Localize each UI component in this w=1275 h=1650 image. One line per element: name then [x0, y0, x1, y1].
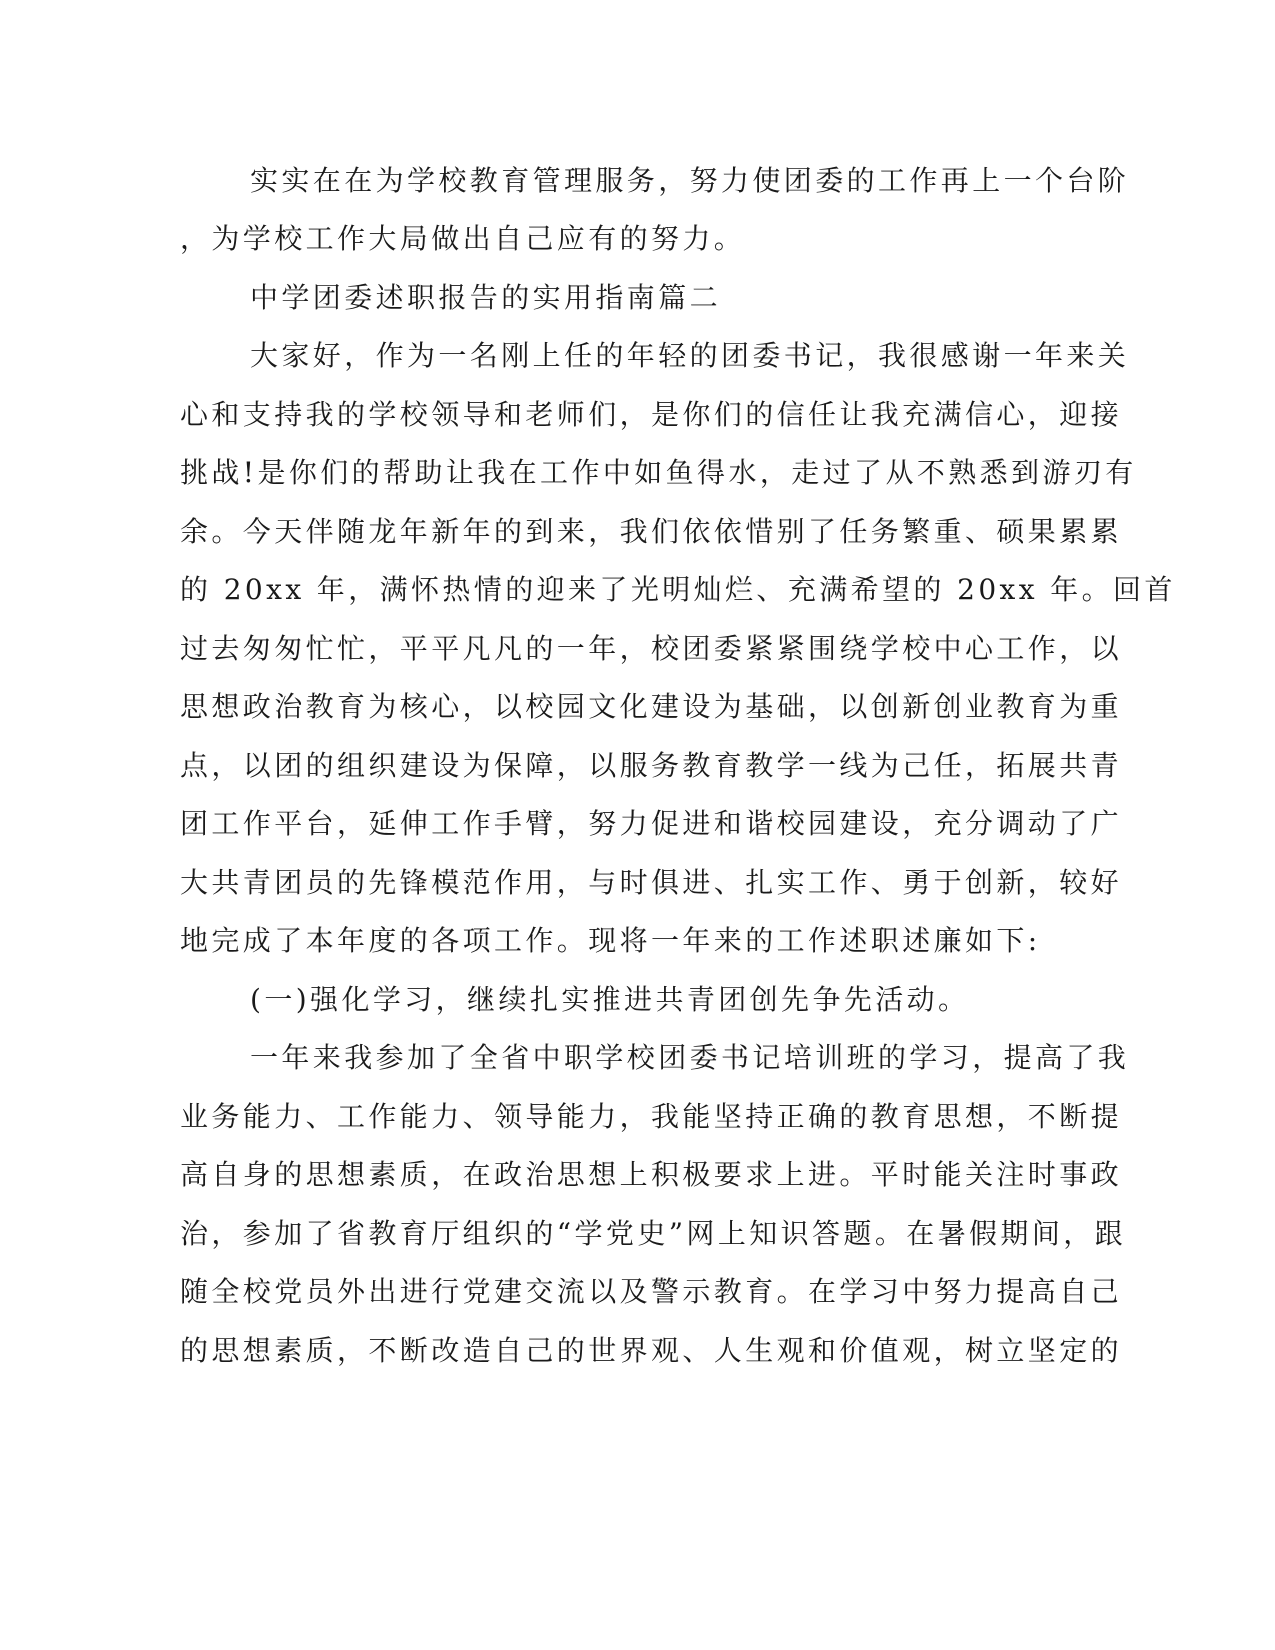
- text-line: 一年来我参加了全省中职学校团委书记培训班的学习，提高了我: [250, 1041, 1130, 1074]
- text-line: 挑战!是你们的帮助让我在工作中如鱼得水，走过了从不熟悉到游刃有: [180, 456, 1137, 489]
- text-line: 大家好，作为一名刚上任的年轻的团委书记，我很感谢一年来关: [250, 339, 1130, 372]
- text-line: 实实在在为学校教育管理服务，努力使团委的工作再上一个台阶: [250, 164, 1130, 197]
- text-line: 思想政治教育为核心，以校园文化建设为基础，以创新创业教育为重: [180, 690, 1123, 723]
- text-line: 点，以团的组织建设为保障，以服务教育教学一线为己任，拓展共青: [180, 749, 1123, 782]
- text-line: 治，参加了省教育厅组织的“学党史”网上知识答题。在暑假期间，跟: [180, 1217, 1127, 1250]
- text-line: 业务能力、工作能力、领导能力，我能坚持正确的教育思想，不断提: [180, 1100, 1123, 1133]
- text-line: 高自身的思想素质，在政治思想上积极要求上进。平时能关注时事政: [180, 1158, 1123, 1191]
- text-line: 的思想素质，不断改造自己的世界观、人生观和价值观，树立坚定的: [180, 1334, 1123, 1367]
- text-line: 随全校党员外出进行党建交流以及警示教育。在学习中努力提高自己: [180, 1275, 1123, 1308]
- text-line: 余。今天伴随龙年新年的到来，我们依依惜别了任务繁重、硕果累累: [180, 515, 1123, 548]
- text-line: ，为学校工作大局做出自己应有的努力。: [180, 222, 746, 255]
- text-line: 过去匆匆忙忙，平平凡凡的一年，校团委紧紧围绕学校中心工作，以: [180, 632, 1123, 665]
- section-heading: 中学团委述职报告的实用指南篇二: [250, 281, 722, 314]
- text-line: 的 20xx 年，满怀热情的迎来了光明灿烂、充满希望的 20xx 年。回首: [180, 573, 1176, 606]
- text-line: 心和支持我的学校领导和老师们，是你们的信任让我充满信心，迎接: [180, 398, 1123, 431]
- text-line: 地完成了本年度的各项工作。现将一年来的工作述职述廉如下:: [180, 924, 1041, 957]
- text-line: 大共青团员的先锋模范作用，与时俱进、扎实工作、勇于创新，较好: [180, 866, 1123, 899]
- section-heading: (一)强化学习，继续扎实推进共青团创先争先活动。: [250, 983, 970, 1016]
- text-line: 团工作平台，延伸工作手臂，努力促进和谐校园建设，充分调动了广: [180, 807, 1123, 840]
